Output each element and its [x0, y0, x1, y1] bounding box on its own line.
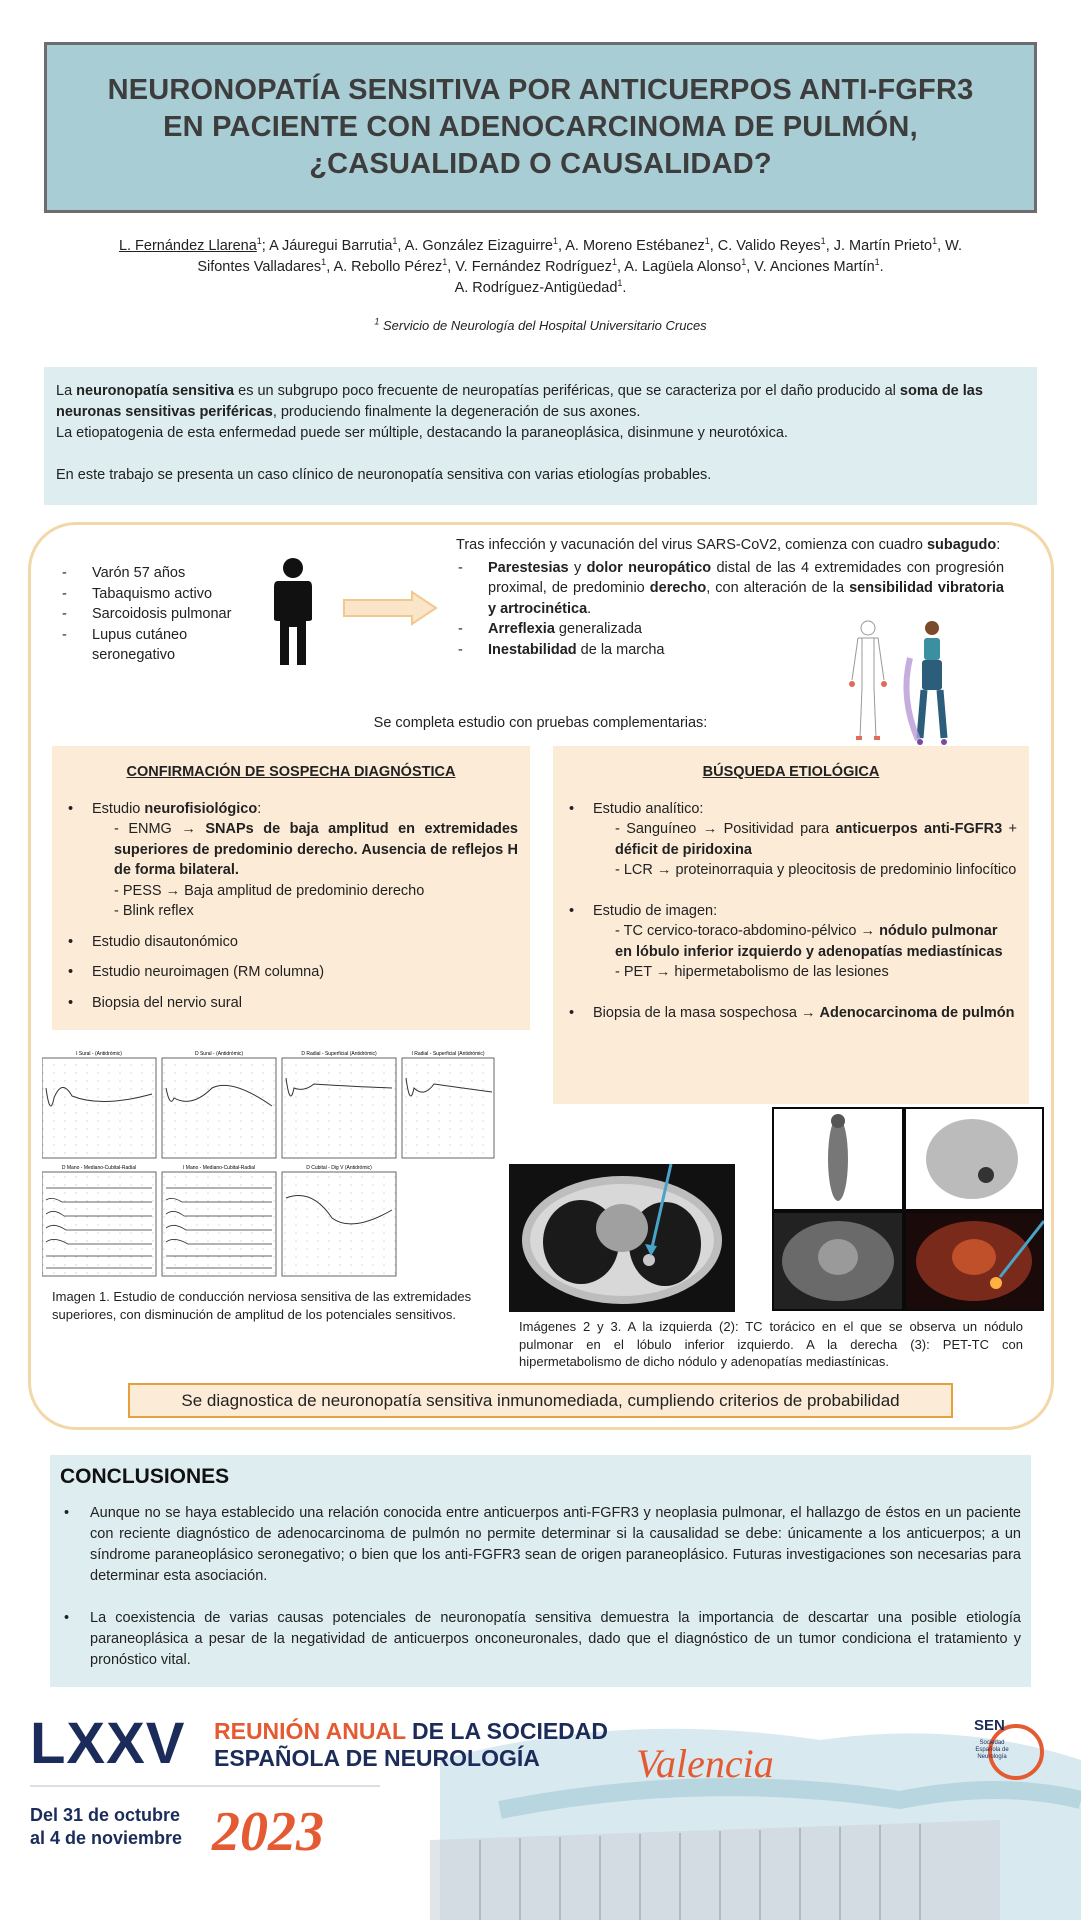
- conclusions-box: [50, 1455, 1031, 1687]
- conclusions-heading: CONCLUSIONES: [60, 1465, 230, 1488]
- intro-paragraph-3: En este trabajo se presenta un caso clínico de neuronopatía sensitiva con varias etiologías probables.: [56, 467, 712, 483]
- meeting-name-line2: ESPAÑOLA DE NEUROLOGÍA: [214, 1745, 540, 1771]
- edition-number: LXXV: [30, 1711, 186, 1776]
- svg-text:D Mano - Mediano-Cubital-Radia: D Mano - Mediano-Cubital-Radial: [61, 1165, 137, 1171]
- complementary-studies-heading: Se completa estudio con pruebas complementarias:: [373, 715, 708, 731]
- ncs-panel-6: [162, 1165, 276, 1276]
- ncs-panel-1: [42, 1051, 156, 1158]
- introduction-box: [44, 367, 1037, 505]
- svg-text:D Cubital - Dig V (Antidrómic): D Cubital - Dig V (Antidrómic): [306, 1165, 372, 1171]
- pet-ct-image: [772, 1107, 1044, 1311]
- intro-paragraph-1: La neuronopatía sensitiva es un subgrupo poco frecuente de neuropatías periféricas, que se caracteriza por el daño producido al soma de las neuronas sensitivas periféricas, produciendo finalmente la degeneración de sus axones.: [56, 383, 983, 420]
- patient-profile-list: [60, 563, 250, 666]
- meeting-name-line1: REUNIÓN ANUAL DE LA SOCIEDAD: [214, 1718, 608, 1744]
- list-item: • Biopsia de la masa sospechosa → Adenocarcinoma de pulmón: [565, 1003, 1017, 1024]
- panel-heading: BÚSQUEDA ETIOLÓGICA: [702, 764, 880, 780]
- ncs-panel-7: [282, 1165, 396, 1276]
- symptom-item: - Arreflexia generalizada: [456, 619, 1004, 640]
- intro-paragraph-2: La etiopatogenia de esta enfermedad puede ser múltiple, destacando la paraneoplásica, disinmune y neurotóxica.: [56, 425, 788, 441]
- ncs-panel-5: [42, 1165, 156, 1276]
- meeting-year: 2023: [212, 1801, 324, 1863]
- title-banner: [44, 42, 1037, 213]
- ncs-panel-3: [282, 1051, 396, 1158]
- ncs-panel-2: [162, 1051, 276, 1158]
- meeting-dates: al 4 de noviembre: [30, 1828, 183, 1848]
- affiliation: $^1$ Servicio de Neurología del Hospital Universitario Cruces: [374, 316, 707, 333]
- list-item: • Estudio analítico: - Sanguíneo → Positividad para anticuerpos anti-FGFR3 + déficit de piridoxina - LCR → proteinorraquia y pleocitosis de predominio linfocítico: [565, 799, 1017, 881]
- etiological-search-panel: [553, 746, 1029, 1104]
- symptom-item: - Parestesias y dolor neuropático distal de las 4 extremidades con progresión proximal, de predominio derecho, con alteración de la sensibilidad vibratoria y artrocinética.: [456, 558, 1004, 620]
- svg-text:I Radial - Superficial (Antidr: I Radial - Superficial (Antidrómic): [411, 1051, 485, 1057]
- meeting-dates: Del 31 de octubre: [30, 1805, 181, 1825]
- sen-logo-subtitle: Sociedad Española de Neurología: [975, 1740, 1009, 1760]
- nerve-conduction-figure: [42, 1048, 496, 1278]
- list-item: • La coexistencia de varias causas potenciales de neuronopatía sensitiva demuestra la importancia de descartar una posible etiología paraneoplásica a pesar de la negatividad de anticuerpos onconeuronales, dado que el diagnóstico de un tumor condiciona el tratamiento y pronóstico vital.: [60, 1608, 1021, 1671]
- presenter-author: L. Fernández Llarena: [118, 238, 257, 254]
- poster-title: NEURONOPATÍA SENSITIVA POR ANTICUERPOS ANTI-FGFR3 EN PACIENTE CON ADENOCARCINOMA DE PULMÓN, ¿CASUALIDAD O CAUSALIDAD?: [107, 74, 974, 180]
- list-item: • Estudio neurofisiológico: - ENMG → SNAPs de baja amplitud en extremidades superiores de predominio derecho. Ausencia de reflejos H de forma bilateral. - PESS → Baja amplitud de predominio derecho - Blink reflex: [64, 799, 518, 922]
- list-item: • Estudio de imagen: - TC cervico-toraco-abdomino-pélvico → nódulo pulmonar en lóbulo inferior izquierdo y adenopatías mediastínicas - PET → hipermetabolismo de las lesiones: [565, 901, 1017, 983]
- list-item: • Estudio disautonómico: [64, 932, 518, 953]
- figure-1-caption: Imagen 1. Estudio de conducción nerviosa sensitiva de las extremidades superiores, con disminución de amplitud de los potenciales sensitivos.: [52, 1289, 472, 1322]
- list-item: • Aunque no se haya establecido una relación conocida entre anticuerpos anti-FGFR3 y neoplasia pulmonar, el hallazgo de éstos en un paciente con reciente diagnóstico de adenocarcinoma de pulmón no permite determinar si la causalidad se debe: únicamente a los anticuerpos; a un síndrome paraneoplásico seronegativo; o bien que los anti-FGFR3 sean de origen paraneoplásico. Futuras investigaciones son necesarias para determinar esta asociación.: [60, 1503, 1021, 1587]
- list-item: - Tabaquismo activo: [60, 584, 250, 605]
- diagnostic-confirmation-panel: [52, 746, 530, 1030]
- sen-logo: SEN: [974, 1717, 1005, 1734]
- svg-text:D Sural - (Antidrómic): D Sural - (Antidrómic): [194, 1051, 244, 1057]
- figure-2-3-caption: Imágenes 2 y 3. A la izquierda (2): TC torácico en el que se observa un nódulo pulmonar en el lóbulo inferior izquierdo. A la derecha (3): PET-TC con hipermetabolismo de dicho nódulo y adenopatías mediastínicas.: [519, 1319, 1023, 1369]
- author-list: L. Fernández Llarena$^1$; A Jáuregui Barrutia$^1$, A. González Eizaguirre$^1$, A. Moreno Estébanez$^1$, C. Valido Reyes$^1$, J. Martín Prieto$^1$, W. Sifontes Valladares$^1$, A. Rebollo Pérez$^1$, V. Fernández Rodríguez$^1$, A. Lagüela Alonso$^1$, V. Anciones Martín$^1$. A. Rodríguez-Antigüedad$^1$.: [118, 236, 963, 296]
- list-item: - Varón 57 años: [60, 563, 250, 584]
- svg-text:I Mano - Mediano-Cubital-Radia: I Mano - Mediano-Cubital-Radial: [183, 1165, 255, 1171]
- svg-text:I Sural - (Antidrómic): I Sural - (Antidrómic): [76, 1051, 122, 1057]
- list-item: • Biopsia del nervio sural: [64, 993, 518, 1014]
- arrow-right-icon: [342, 590, 438, 626]
- list-item: - Lupus cutáneo seronegativo: [60, 625, 250, 666]
- person-icon: [270, 557, 316, 667]
- diagnosis-box: Se diagnostica de neuronopatía sensitiva inmunomediada, cumpliendo criterios de probabilidad: [128, 1383, 953, 1418]
- meeting-city: Valencia: [636, 1741, 774, 1786]
- list-item: - Sarcoidosis pulmonar: [60, 604, 250, 625]
- svg-text:D Radial - Superficial (Antidr: D Radial - Superficial (Antidrómic): [301, 1051, 377, 1057]
- ncs-panel-4: [402, 1051, 494, 1158]
- symptom-item: - Inestabilidad de la marcha: [456, 640, 1004, 661]
- list-item: • Estudio neuroimagen (RM columna): [64, 962, 518, 983]
- history-intro: Tras infección y vacunación del virus SARS-CoV2, comienza con cuadro subagudo:: [456, 537, 1001, 553]
- ct-scan-image: [509, 1164, 735, 1312]
- panel-heading: CONFIRMACIÓN DE SOSPECHA DIAGNÓSTICA: [126, 764, 456, 780]
